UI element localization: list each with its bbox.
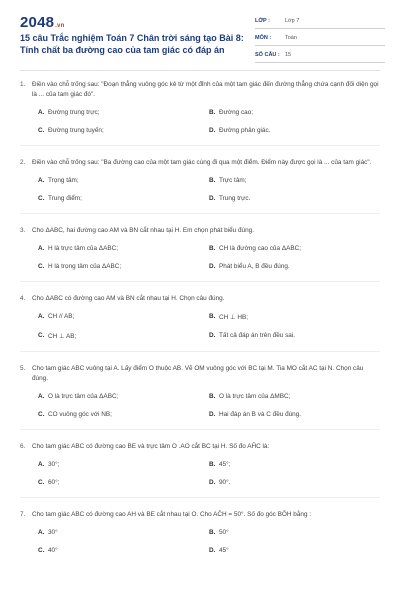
option-text: H là trọng tâm của ΔABC; bbox=[48, 263, 122, 270]
option-letter: C. bbox=[38, 195, 45, 202]
site-logo[interactable] bbox=[20, 14, 64, 31]
option-text: O là trực tâm của ΔABC; bbox=[48, 393, 119, 400]
option-letter: D. bbox=[209, 411, 216, 418]
option-b[interactable] bbox=[209, 109, 380, 116]
option-letter: C. bbox=[38, 332, 45, 339]
option-letter: C. bbox=[38, 411, 45, 418]
option-letter: D. bbox=[209, 547, 216, 554]
option-a[interactable] bbox=[38, 529, 209, 536]
option-text: Đường phân giác. bbox=[219, 127, 271, 134]
option-b[interactable] bbox=[209, 461, 380, 468]
option-c[interactable] bbox=[38, 127, 209, 134]
question-text bbox=[20, 364, 380, 384]
question-number: 7. bbox=[20, 511, 26, 518]
meta-row-class bbox=[255, 14, 385, 29]
option-letter: C. bbox=[38, 547, 45, 554]
option-letter: C. bbox=[38, 479, 45, 486]
logo-sub: .vn bbox=[55, 23, 65, 29]
question-number: 1. bbox=[20, 81, 26, 88]
option-letter: B. bbox=[209, 177, 216, 184]
option-text: CH là đường cao của ΔABC; bbox=[219, 245, 302, 252]
header-divider bbox=[20, 70, 380, 71]
option-text: 30° bbox=[48, 529, 58, 536]
option-d[interactable] bbox=[209, 547, 380, 554]
question-divider bbox=[20, 213, 380, 214]
option-text: CO vuông góc với NB; bbox=[48, 411, 112, 418]
option-letter: B. bbox=[209, 393, 216, 400]
question-text bbox=[20, 80, 380, 100]
option-c[interactable] bbox=[38, 263, 209, 270]
option-text: H là trực tâm của ΔABC; bbox=[48, 245, 118, 252]
question-text bbox=[20, 510, 380, 520]
question-divider bbox=[20, 497, 380, 498]
option-text: 90°. bbox=[219, 479, 231, 486]
meta-value: Toán bbox=[285, 35, 297, 41]
option-text: Trực tâm; bbox=[219, 177, 247, 184]
question-divider bbox=[20, 351, 380, 352]
option-a[interactable] bbox=[38, 245, 209, 252]
question-number: 3. bbox=[20, 227, 26, 234]
option-b[interactable] bbox=[209, 529, 380, 536]
options-grid bbox=[38, 529, 380, 554]
question-1 bbox=[20, 80, 380, 134]
option-letter: D. bbox=[209, 479, 216, 486]
meta-key: LỚP : bbox=[255, 18, 270, 24]
question-text bbox=[20, 294, 380, 304]
option-letter: B. bbox=[209, 461, 216, 468]
option-b[interactable] bbox=[209, 177, 380, 184]
option-d[interactable] bbox=[209, 263, 380, 270]
option-d[interactable] bbox=[209, 127, 380, 134]
option-text: 60°; bbox=[48, 479, 60, 486]
option-c[interactable] bbox=[38, 195, 209, 202]
question-6 bbox=[20, 442, 380, 486]
meta-row-count bbox=[255, 48, 385, 63]
option-text: Đường trung tuyến; bbox=[48, 127, 104, 134]
option-c[interactable] bbox=[38, 479, 209, 486]
question-3 bbox=[20, 226, 380, 270]
option-a[interactable] bbox=[38, 313, 209, 321]
option-d[interactable] bbox=[209, 479, 380, 486]
option-text: Trung trực. bbox=[219, 195, 251, 202]
option-text: O là trực tâm của ΔMBC; bbox=[219, 393, 291, 400]
question-body: Cho tam giác ABC có đường cao AH và BE cắt nhau tại O. Cho AĈH = 50°. Số đo góc BÔH bằng : bbox=[32, 511, 312, 518]
options-grid bbox=[38, 313, 380, 340]
option-c[interactable] bbox=[38, 547, 209, 554]
option-b[interactable] bbox=[209, 313, 380, 321]
meta-key: SỐ CÂU : bbox=[255, 52, 280, 58]
option-text: Đường trung trực; bbox=[48, 109, 100, 116]
question-number: 2. bbox=[20, 159, 26, 166]
question-body: Cho tam giác ABC vuông tại A. Lấy điểm O thuộc AB. Vẽ OM vuông góc với BC tại M. Tia MO cắt AC tại N. Chọn câu đúng. bbox=[32, 365, 364, 382]
option-letter: B. bbox=[209, 109, 216, 116]
question-text bbox=[20, 226, 380, 236]
question-7 bbox=[20, 510, 380, 554]
option-d[interactable] bbox=[209, 332, 380, 340]
question-body: Điền vào chỗ trống sau: "Đoạn thẳng vuông góc kẻ từ một đỉnh của một tam giác đến đường thẳng chứa cạnh đối diện gọi là ... của tam giác đó". bbox=[32, 81, 379, 98]
option-text: 45° bbox=[219, 547, 229, 554]
question-divider bbox=[20, 429, 380, 430]
option-letter: B. bbox=[209, 245, 216, 252]
options-grid bbox=[38, 177, 380, 202]
page-header bbox=[0, 0, 400, 66]
page-title: 15 câu Trắc nghiệm Toán 7 Chân trời sáng tạo Bài 8: Tính chất ba đường cao của tam giác có đáp án bbox=[20, 33, 244, 55]
options-grid bbox=[38, 393, 380, 418]
question-list bbox=[20, 80, 380, 554]
question-body: Điền vào chỗ trống sau: "Ba đường cao của một tam giác cùng đi qua một điểm. Điểm này được gọi là ... của tam giác". bbox=[32, 159, 372, 166]
question-text bbox=[20, 158, 380, 168]
option-c[interactable] bbox=[38, 332, 209, 340]
option-letter: B. bbox=[209, 313, 216, 320]
option-letter: D. bbox=[209, 195, 216, 202]
meta-key: MÔN : bbox=[255, 35, 272, 41]
option-letter: A. bbox=[38, 529, 45, 536]
question-body: Cho ΔABC, hai đường cao AM và BN cắt nhau tại H. Em chọn phát biểu đúng. bbox=[32, 227, 254, 234]
question-body: Cho ΔABC có đường cao AM và BN cắt nhau tại H. Chọn câu đúng. bbox=[32, 295, 225, 302]
question-4 bbox=[20, 294, 380, 340]
options-grid bbox=[38, 109, 380, 134]
option-a[interactable] bbox=[38, 109, 209, 116]
option-a[interactable] bbox=[38, 393, 209, 400]
options-grid bbox=[38, 461, 380, 486]
question-number: 5. bbox=[20, 365, 26, 372]
option-d[interactable] bbox=[209, 411, 380, 418]
option-letter: A. bbox=[38, 245, 45, 252]
option-letter: A. bbox=[38, 313, 45, 320]
meta-row-subject bbox=[255, 31, 385, 46]
option-a[interactable] bbox=[38, 461, 209, 468]
option-letter: C. bbox=[38, 263, 45, 270]
option-text: CH // AB; bbox=[48, 313, 75, 320]
option-text: 40° bbox=[48, 547, 58, 554]
question-number: 4. bbox=[20, 295, 26, 302]
question-divider bbox=[20, 145, 380, 146]
option-text: 45°; bbox=[219, 461, 231, 468]
option-text: Tất cả đáp án trên đều sai. bbox=[219, 332, 296, 339]
option-a[interactable] bbox=[38, 177, 209, 184]
option-d[interactable] bbox=[209, 195, 380, 202]
question-text bbox=[20, 442, 380, 452]
option-text: Trung điểm; bbox=[48, 195, 82, 202]
option-text: CH ⊥ HB; bbox=[219, 314, 249, 321]
option-c[interactable] bbox=[38, 411, 209, 418]
option-letter: A. bbox=[38, 393, 45, 400]
question-2 bbox=[20, 158, 380, 202]
option-letter: D. bbox=[209, 263, 216, 270]
option-text: Hai đáp án B và C đều đúng. bbox=[219, 411, 302, 418]
question-divider bbox=[20, 281, 380, 282]
meta-value: 15 bbox=[285, 52, 292, 58]
option-letter: A. bbox=[38, 461, 45, 468]
option-text: Đường cao; bbox=[219, 109, 254, 116]
option-letter: A. bbox=[38, 177, 45, 184]
option-text: CH ⊥ AB; bbox=[48, 333, 77, 340]
meta-value: Lớp 7 bbox=[285, 18, 300, 24]
option-text: 50° bbox=[219, 529, 229, 536]
option-letter: C. bbox=[38, 127, 45, 134]
option-b[interactable] bbox=[209, 245, 380, 252]
logo-main: 2048 bbox=[20, 14, 55, 31]
option-letter: B. bbox=[209, 529, 216, 536]
question-body: Cho tam giác ABC có đường cao BE và trực tâm O .AO cắt BC tại H. Số đo AĤC là: bbox=[32, 443, 270, 450]
option-letter: D. bbox=[209, 127, 216, 134]
option-text: Trọng tâm; bbox=[48, 177, 79, 184]
option-letter: D. bbox=[209, 332, 216, 339]
option-b[interactable] bbox=[209, 393, 380, 400]
options-grid bbox=[38, 245, 380, 270]
option-text: 30°; bbox=[48, 461, 60, 468]
question-number: 6. bbox=[20, 443, 26, 450]
option-text: Phát biểu A, B đều đúng. bbox=[219, 263, 290, 270]
option-letter: A. bbox=[38, 109, 45, 116]
question-5 bbox=[20, 364, 380, 418]
meta-table bbox=[255, 14, 385, 65]
